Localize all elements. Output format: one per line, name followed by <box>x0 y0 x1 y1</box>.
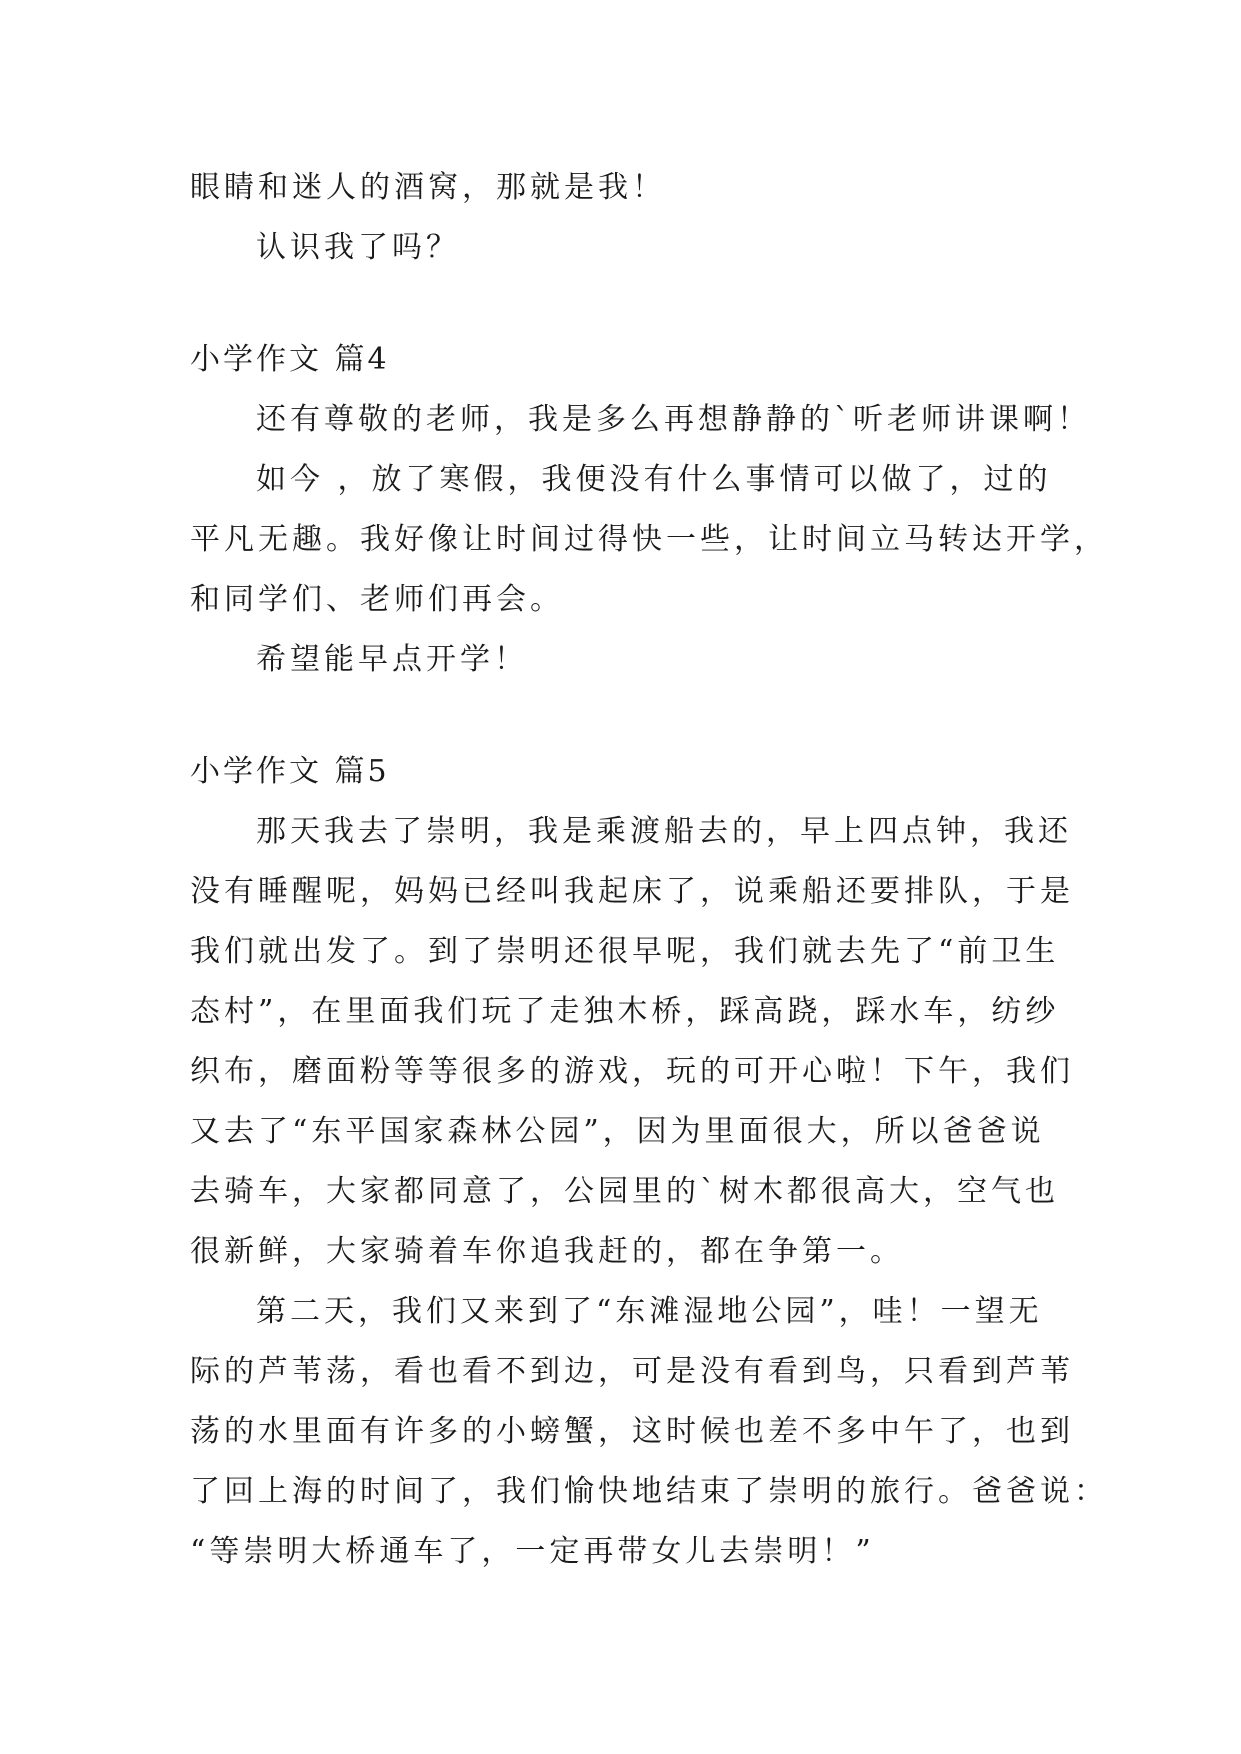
text-line: 织布，磨面粉等等很多的游戏，玩的可开心啦！下午，我们 <box>190 1054 1074 1089</box>
text-line: 我们就出发了。到了崇明还很早呢，我们就去先了“前卫生 <box>190 934 1060 969</box>
text-line: 没有睡醒呢，妈妈已经叫我起床了，说乘船还要排队，于是 <box>190 874 1074 909</box>
text-line: 了回上海的时间了，我们愉快地结束了崇明的旅行。爸爸说： <box>190 1474 1108 1509</box>
text-line: 又去了“东平国家森林公园”，因为里面很大，所以爸爸说 <box>190 1114 1045 1149</box>
text-line: 平凡无趣。我好像让时间过得快一些，让时间立马转达开学， <box>190 522 1108 557</box>
text-line: 荡的水里面有许多的小螃蟹，这时候也差不多中午了，也到 <box>190 1414 1074 1449</box>
text-line: 认识我了吗？ <box>256 230 460 265</box>
text-line: 希望能早点开学！ <box>256 642 528 677</box>
text-line: 态村”，在里面我们玩了走独木桥，踩高跷，踩水车，纺纱 <box>190 994 1060 1029</box>
section-heading: 小学作文 篇5 <box>190 754 390 789</box>
text-line: 际的芦苇荡，看也看不到边，可是没有看到鸟，只看到芦苇 <box>190 1354 1074 1389</box>
text-line: 如今 ，放了寒假，我便没有什么事情可以做了，过的 <box>256 462 1052 497</box>
text-line: 和同学们、老师们再会。 <box>190 582 564 617</box>
text-line: 眼睛和迷人的酒窝，那就是我！ <box>190 170 666 205</box>
text-line: “等崇明大桥通车了，一定再带女儿去崇明！” <box>190 1534 875 1569</box>
text-line: 很新鲜，大家骑着车你追我赶的，都在争第一。 <box>190 1234 904 1269</box>
text-line: 第二天，我们又来到了“东滩湿地公园”，哇！一望无 <box>256 1294 1043 1329</box>
section-heading: 小学作文 篇4 <box>190 342 390 377</box>
text-line: 那天我去了崇明，我是乘渡船去的，早上四点钟，我还 <box>256 814 1072 849</box>
text-line: 还有尊敬的老师，我是多么再想静静的`听老师讲课啊！ <box>256 402 1091 437</box>
text-line: 去骑车，大家都同意了，公园里的`树木都很高大，空气也 <box>190 1174 1059 1209</box>
